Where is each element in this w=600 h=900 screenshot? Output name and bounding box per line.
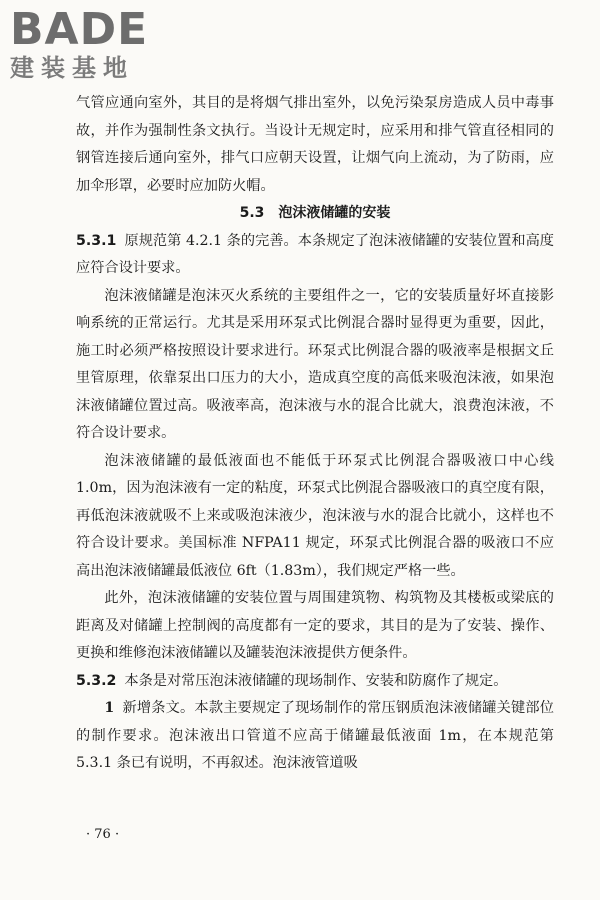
- clause-5-3-2: [76, 668, 554, 696]
- paragraph-continued: 气管应通向室外，其目的是将烟气排出室外，以免污染泵房造成人员中毒事故，并作为强制性条文执行。当设计无规定时，应采用和排气管直径相同的钢管连接后通向室外，排气口应朝天设置，让烟气向上流动，为了防雨，应加伞形罩，必要时应加防火帽。: [76, 95, 554, 194]
- paragraph: 泡沫液储罐的最低液面也不能低于环泵式比例混合器吸液口中心线 1.0m，因为泡沫液有一定的粘度，环泵式比例混合器吸液口的真空度有限，再低泡沫液就吸不上来或吸泡沫液少，泡沫液与水的混合比就小，这样也不符合设计要求。美国标准 NFPA11 规定，环泵式比例混合器的吸液口不应高出泡沫液储罐最低液位 6ft（1.83m），我们规定严格一些。: [76, 452, 554, 579]
- item-text: 新增条文。本款主要规定了现场制作的常压钢质泡沫液储罐关键部位的制作要求。泡沫液出口管道不应高于储罐最低液面 1m，在本规范第 5.3.1 条已有说明，不再叙述。泡沫液管道吸: [76, 700, 554, 771]
- paragraph: 泡沫液储罐是泡沫灭火系统的主要组件之一，它的安装质量好坏直接影响系统的正常运行。尤其是采用环泵式比例混合器时显得更为重要，因此，施工时必须严格按照设计要求进行。环泵式比例混合器的吸液率是根据文丘里管原理，依靠泵出口压力的大小，造成真空度的高低来吸泡沫液，如果泡沫液储罐位置过高。吸液率高，泡沫液与水的混合比就大，浪费泡沫液，不符合设计要求。: [76, 287, 554, 441]
- paragraph: 此外，泡沫液储罐的安装位置与周围建筑物、构筑物及其楼板或梁底的距离及对储罐上控制阀的高度都有一定的要求，其目的是为了安装、操作、更换和维修泡沫液储罐以及罐装泡沫液提供方便条件。: [76, 590, 554, 661]
- watermark-logo: [10, 4, 180, 82]
- clause-number: 5.3.2: [76, 672, 117, 689]
- page-number: · 76 ·: [86, 827, 120, 842]
- clause-5-3-1: [76, 228, 554, 283]
- item-1: [76, 695, 554, 778]
- item-number: 1: [104, 700, 115, 716]
- clause-number: 5.3.1: [76, 232, 117, 249]
- document-body: [76, 90, 554, 778]
- watermark-brand: BADE: [10, 4, 149, 55]
- clause-text: 原规范第 4.2.1 条的完善。本条规定了泡沫液储罐的安装位置和高度应符合设计要求。: [76, 232, 554, 276]
- section-title: 5.3 泡沫液储罐的安装: [239, 205, 391, 221]
- clause-text: 本条是对常压泡沫液储罐的现场制作、安装和防腐作了规定。: [124, 672, 508, 689]
- watermark-subtitle: 建装基地: [10, 54, 134, 82]
